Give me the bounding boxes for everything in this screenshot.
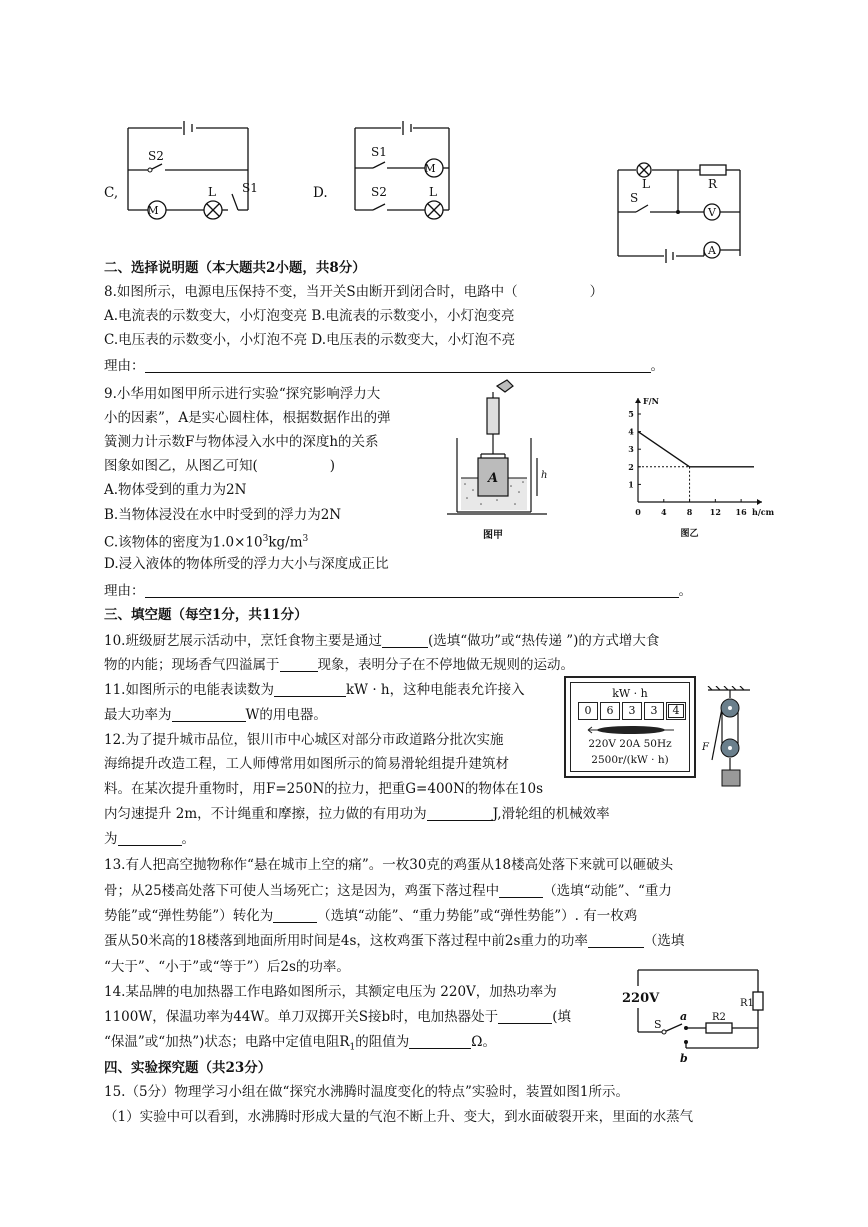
svg-text:R1: R1 <box>740 998 754 1009</box>
option-d-label: D. <box>313 185 328 201</box>
y-tick-label: 4 <box>628 426 634 437</box>
q9-stem-4: 图象如图乙，从图乙可知( ) <box>104 458 336 474</box>
q9-stem-3: 簧测力计示数F与物体浸入水中的深度h的关系 <box>104 434 379 450</box>
q13-line-5: “大于”、“小于”或“等于”）后2s的功率。 <box>104 959 350 975</box>
svg-text:R: R <box>708 177 718 191</box>
svg-text:M: M <box>424 162 436 175</box>
svg-text:S: S <box>654 1018 662 1031</box>
x-axis-label: h/cm <box>752 507 775 517</box>
svg-text:S2: S2 <box>148 149 164 163</box>
x-tick-label: 16 <box>735 507 747 517</box>
heater-circuit-figure <box>620 962 770 1066</box>
pulley-figure <box>698 686 758 790</box>
q14-line-2: 1100W，保温功率为44W。单刀双掷开关S接b时，电加热器处于 (填 <box>104 1009 571 1025</box>
q15-stem: 15.（5分）物理学习小组在做“探究水沸腾时温度变化的特点”实验时，装置如图1所示。 <box>104 1084 629 1100</box>
x-axis-arrow-icon <box>757 499 762 505</box>
q9-stem-2: 小的因素”，A是实心圆柱体，根据数据作出的弹 <box>104 410 391 426</box>
circuit-figure-c <box>120 112 270 224</box>
q12-line-5: 为 。 <box>104 831 195 847</box>
svg-text:F: F <box>702 742 709 753</box>
y-tick-label: 5 <box>628 409 634 419</box>
q13-line-3: 势能”或“弹性势能”）转化为 （选填“动能”、“重力势能”或“弹性势能”）. 有一枚鸡 <box>104 908 638 924</box>
q8-options-cd: C.电压表的示数变小，小灯泡不亮 D.电压表的示数变大，小灯泡不亮 <box>104 332 516 348</box>
section-4-heading: 四、实验探究题（共23分） <box>104 1060 272 1076</box>
q9-option-a: A.物体受到的重力为2N <box>104 482 247 498</box>
q12-line-1: 12.为了提升城市品位，银川市中心城区对部分市政道路分批次实施 <box>104 732 504 748</box>
meter-spec-1: 220V 20A 50Hz <box>588 738 672 750</box>
q9-graph-b <box>620 384 780 540</box>
q12-line-4: 内匀速提升 2m，不计绳重和摩擦，拉力做的有用功为 J,滑轮组的机械效率 <box>104 806 610 822</box>
x-tick-label: 4 <box>660 507 667 517</box>
svg-text:S: S <box>630 191 639 205</box>
q10-line-2: 物的内能；现场香气四溢属于 现象，表明分子在不停地做无规则的运动。 <box>104 657 574 673</box>
meter-disc-icon <box>586 724 676 736</box>
meter-digit: 0 <box>578 702 598 720</box>
energy-meter-figure <box>564 676 696 778</box>
svg-text:V: V <box>708 206 716 219</box>
graph-caption: 图乙 <box>680 529 699 539</box>
y-tick-label: 1 <box>628 479 634 490</box>
q8-reason: 理由： 。 <box>104 358 664 374</box>
svg-text:L: L <box>208 185 216 199</box>
svg-text:S1: S1 <box>242 181 258 195</box>
svg-text:M: M <box>147 204 159 217</box>
q9-option-b: B.当物体浸没在水中时受到的浮力为2N <box>104 507 342 523</box>
q11-line-2: 最大功率为 W的用电器。 <box>104 707 327 723</box>
svg-text:220V: 220V <box>622 991 660 1006</box>
svg-text:S1: S1 <box>371 145 387 159</box>
q12-line-3: 料。在某次提升重物时，用F=250N的拉力，把重G=400N的物体在10s <box>104 781 544 797</box>
q11-line-1: 11.如图所示的电能表读数为 kW · h，这种电能表允许接入 <box>104 682 525 698</box>
circuit-figure-d <box>345 112 465 224</box>
y-tick-label: 3 <box>628 444 634 455</box>
q15-part-1: （1）实验中可以看到，水沸腾时形成大量的气泡不断上升、变大，到水面破裂开来，里面的水蒸气 <box>104 1109 694 1125</box>
svg-text:h: h <box>541 470 548 481</box>
series-line <box>638 432 754 467</box>
meter-spec-2: 2500r/(kW · h) <box>591 754 669 766</box>
q8-circuit-figure <box>612 158 752 266</box>
y-axis-label: F/N <box>643 396 659 406</box>
q9-option-d: D.浸入液体的物体所受的浮力大小与深度成正比 <box>104 556 389 572</box>
svg-text:L: L <box>429 185 437 199</box>
x-tick-label: 12 <box>709 507 721 517</box>
x-tick-label: 0 <box>635 507 641 517</box>
svg-text:b: b <box>680 1052 688 1065</box>
q13-line-4: 蛋从50米高的18楼落到地面所用时间是4s，这枚鸡蛋下落过程中前2s重力的功率 （选填 <box>104 933 685 949</box>
meter-digit: 3 <box>622 702 642 720</box>
option-c-label: C, <box>104 185 119 201</box>
y-axis-arrow-icon <box>635 398 641 403</box>
svg-text:A: A <box>708 244 716 257</box>
svg-text:A: A <box>487 471 499 486</box>
q14-line-1: 14.某品牌的电加热器工作电路如图所示，其额定电压为 220V，加热功率为 <box>104 984 557 1000</box>
x-tick-label: 8 <box>686 507 693 517</box>
section-3-heading: 三、填空题（每空1分，共11分） <box>104 607 308 623</box>
q8-stem: 8.如图所示，电源电压保持不变，当开关S由断开到闭合时，电路中（ ） <box>104 284 604 300</box>
q9-figure-a <box>445 378 560 540</box>
section-2-heading: 二、选择说明题（本大题共2小题，共8分） <box>104 260 366 276</box>
q13-line-2: 骨；从25楼高处落下可使人当场死亡；这是因为，鸡蛋下落过程中 （选填“动能”、“重力 <box>104 883 672 899</box>
svg-text:L: L <box>642 177 650 191</box>
meter-digits <box>578 702 686 720</box>
q14-line-3: “保温”或“加热”)状态；电路中定值电阻$R_1$的阻值为 Ω。 <box>104 1034 496 1053</box>
q12-line-2: 海绵提升改造工程，工人师傅常用如图所示的简易滑轮组提升建筑材 <box>104 756 509 772</box>
q10-line-1: 10.班级厨艺展示活动中，烹饪食物主要是通过 (选填“做功”或“热传递 ”)的方式增大食 <box>104 633 660 649</box>
svg-text:a: a <box>680 1010 688 1023</box>
svg-text:R2: R2 <box>712 1012 726 1023</box>
svg-text:图甲: 图甲 <box>483 530 503 540</box>
meter-digit: 3 <box>644 702 664 720</box>
meter-unit: kW · h <box>612 687 648 700</box>
meter-digit: 6 <box>600 702 620 720</box>
meter-digit: 4 <box>666 702 686 720</box>
q8-options-ab: A.电流表的示数变大，小灯泡变亮 B.电流表的示数变小，小灯泡变亮 <box>104 308 515 324</box>
q9-reason: 理由： 。 <box>104 583 692 599</box>
q9-option-c: C.该物体的密度为$1.0\times 10^3kg/m^3$ <box>104 534 309 551</box>
q9-stem-1: 9.小华用如图甲所示进行实验“探究影响浮力大 <box>104 386 381 402</box>
q13-line-1: 13.有人把高空抛物称作“悬在城市上空的痛”。一枚30克的鸡蛋从18楼高处落下来就可以砸破头 <box>104 857 674 873</box>
y-tick-label: 2 <box>628 461 634 472</box>
svg-text:S2: S2 <box>371 185 387 199</box>
